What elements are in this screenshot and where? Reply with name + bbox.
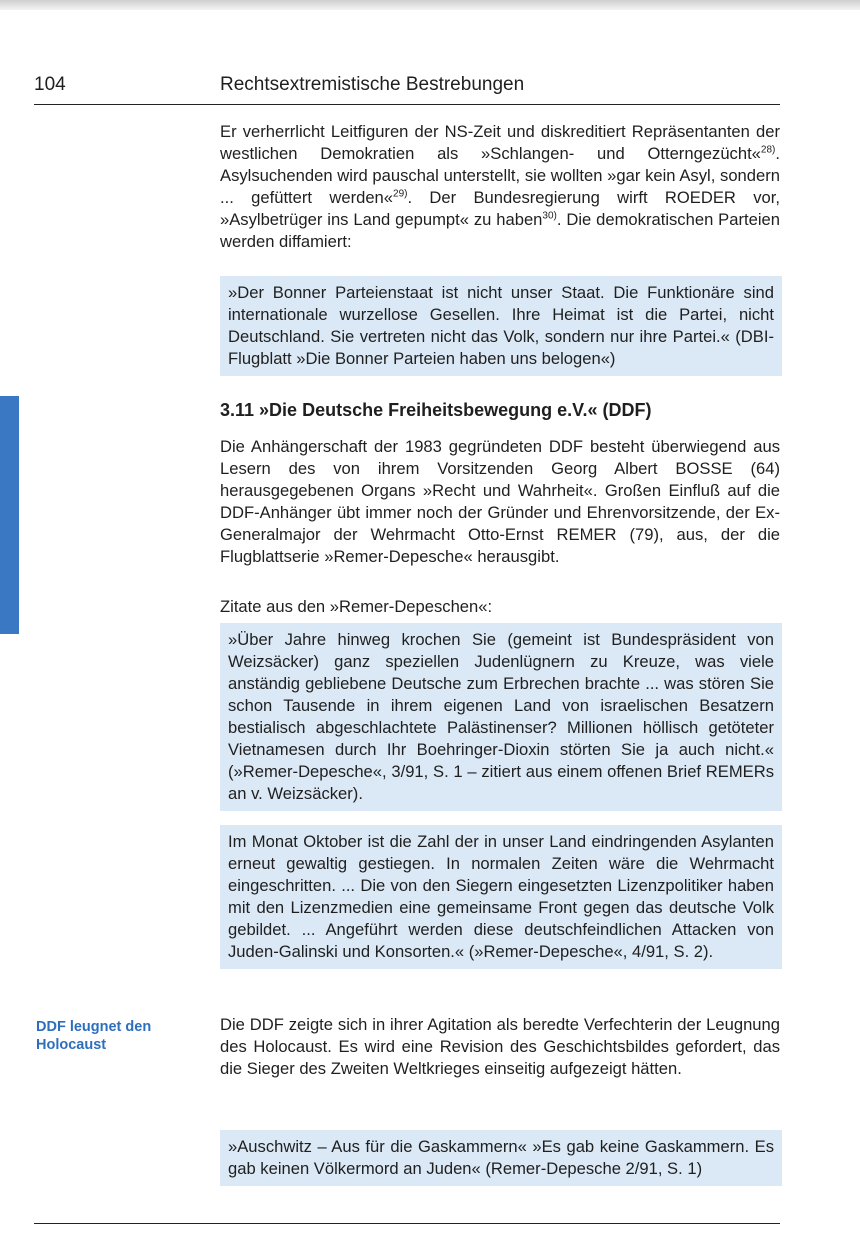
header-rule — [34, 104, 780, 105]
intro-text-3: . Der Bundesregierung wirft ROEDER vor, »Asylbetrüger ins Land gepumpt« zu haben — [220, 188, 780, 229]
running-title: Rechtsextremistische Bestrebungen — [220, 74, 525, 95]
footer-rule — [34, 1223, 780, 1224]
intro-text-1: Er verherrlicht Leitfiguren der NS-Zeit und diskreditiert Repräsentanten der westlichen Demokratien als »Schlangen- und Otterngezücht« — [220, 122, 780, 163]
quote-block-remer-2: Im Monat Oktober ist die Zahl der in unser Land eindringenden Asylanten erneut gewaltig gestiegen. In normalen Zeiten wäre die Wehrmacht eingeschritten. ... Die von den Siegern eingesetzten Lizenzpolitiker haben mit den Lizenzmedien eine gemeinsame Front gegen das deutsche Volk gebildet. ... Angeführt werden diese deutschfeindlichen Attacken von Juden-Galinski und Konsorten.« (»Remer-Depesche«, 4/91, S. 2). — [220, 825, 782, 969]
page-number: 104 — [34, 74, 66, 95]
margin-note: DDF leugnet den Holocaust — [36, 1019, 152, 1053]
quote-block-auschwitz: »Auschwitz – Aus für die Gaskammern« »Es gab keine Gaskammern. Es gab keinen Völkermord an Juden« (Remer-Depesche 2/91, S. 1) — [220, 1130, 782, 1186]
intro-text-2: . Asylsuchenden wird pauschal unterstellt, sie wollten »gar kein Asyl, sondern ... gefüttert werden« — [220, 144, 780, 207]
section-heading: 3.11 »Die Deutsche Freiheitsbewegung e.V.« (DDF) — [220, 400, 652, 420]
quotes-intro: Zitate aus den »Remer-Depeschen«: — [220, 597, 493, 616]
holocaust-paragraph: Die DDF zeigte sich in ihrer Agitation als beredte Verfechterin der Leugnung des Holocaust. Es wird eine Revision des Geschichtsbildes gefordert, das die Sieger des Zweiten Weltkrieges einseitig aufgezeigt hätten. — [220, 1015, 780, 1078]
section-paragraph: Die Anhängerschaft der 1983 gegründeten DDF besteht überwiegend aus Lesern des von ihrem Vorsitzenden Georg Albert BOSSE (64) herausgegebenen Organs »Recht und Wahrheit«. Großen Einfluß auf die DDF-Anhänger übt immer noch der Gründer und Ehrenvorsitzende, der Ex-Generalmajor der Wehrmacht Otto-Ernst REMER (79), aus, der die Flugblattserie »Remer-Depesche« herausgibt. — [220, 437, 780, 566]
footnote-ref-29: 29) — [393, 188, 408, 200]
footnote-ref-28: 28) — [760, 144, 776, 156]
intro-paragraph — [220, 121, 780, 253]
quote-block-remer-1: »Über Jahre hinweg krochen Sie (gemeint ist Bundespräsident von Weizsäcker) ganz speziellen Judenlügnern zu Kreuze, was viele anständig gebliebene Deutsche zum Erbrechen brachte ... was stören Sie schon Tausende in ihrem eigenen Land von israelischen Besatzern bestialisch abgeschlachtete Palästinenser? Millionen höllisch getöteter Vietnamesen durch Ihr Boehringer-Dioxin störten Sie ja auch nicht.« (»Remer-Depesche«, 3/91, S. 1 – zitiert aus einem offenen Brief REMERs an v. Weizsäcker). — [220, 623, 782, 811]
scan-top-edge — [0, 0, 860, 10]
section-marker-bar — [0, 396, 19, 634]
quote-block-dbi: »Der Bonner Parteienstaat ist nicht unser Staat. Die Funktionäre sind internationale wurzellose Gesellen. Ihre Heimat ist die Partei, nicht Deutschland. Sie vertreten nicht das Volk, sondern nur ihre Partei.« (DBI-Flugblatt »Die Bonner Parteien haben uns belogen«) — [220, 276, 782, 376]
intro-text-4: . Die demokratischen Parteien werden diffamiert: — [220, 210, 780, 251]
footnote-ref-30: 30) — [542, 210, 557, 222]
